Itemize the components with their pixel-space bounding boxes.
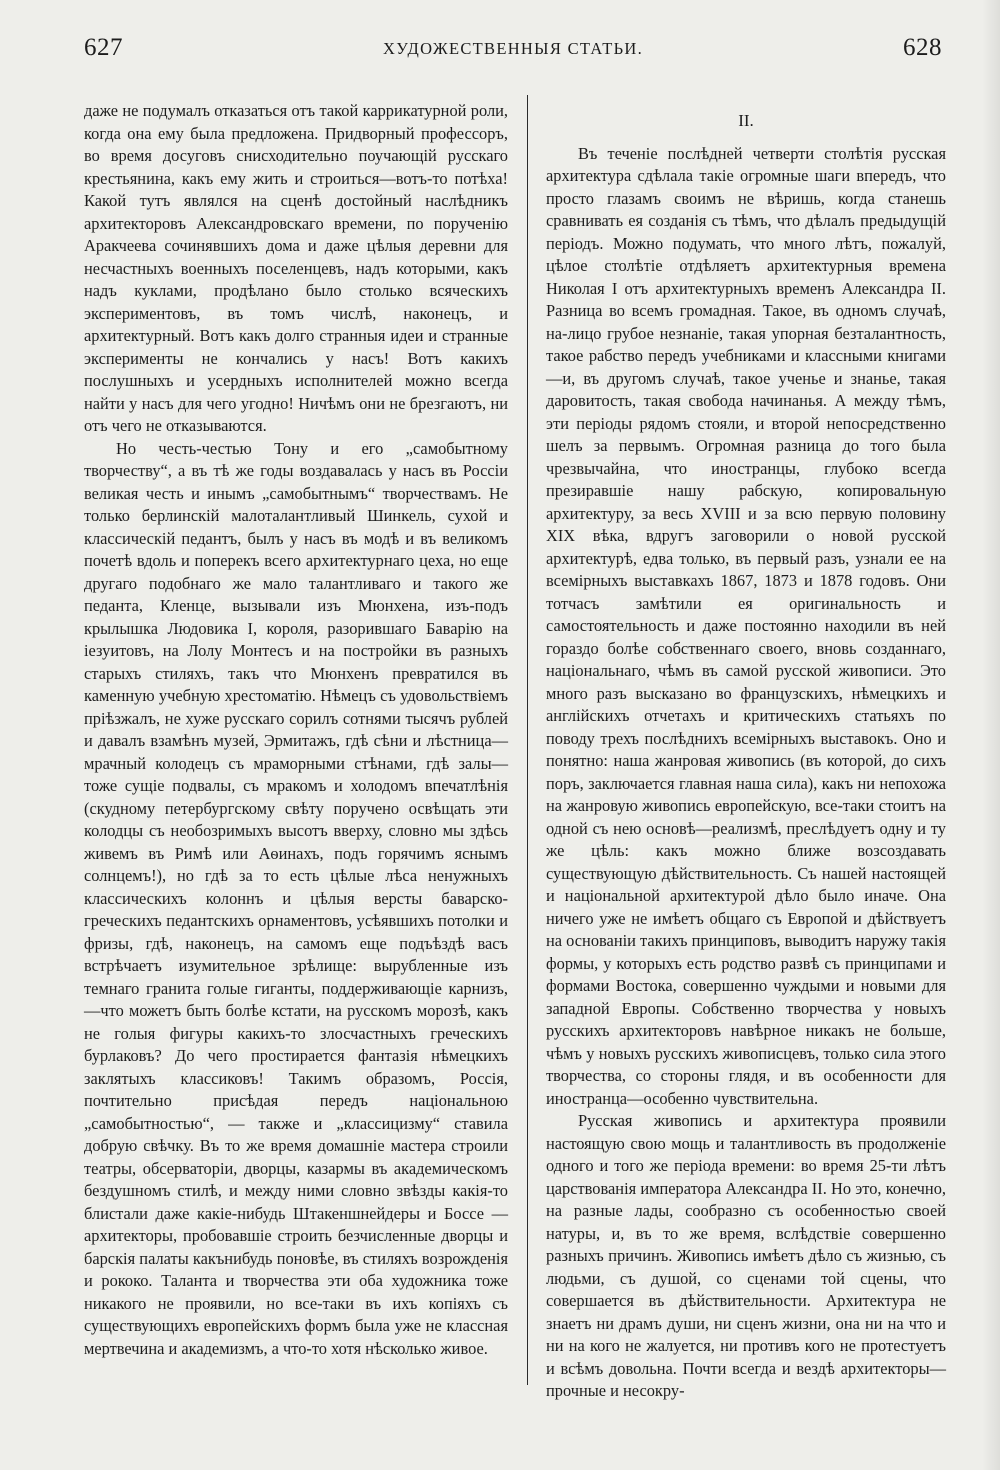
left-column <box>84 100 508 1360</box>
left-paragraph-2: Но честь-честью Тону и его „самобытному творчеству“, а въ тѣ же годы воздавалась у насъ въ Россіи великая честь и инымъ „самобытнымъ“ творчествамъ. Не только берлинскій малоталантливый Шинкель, сухой и классическій педантъ, былъ у насъ въ модѣ и въ великомъ почетѣ вдоль и поперекъ всего архитектурнаго цеха, но еще другаго подобнаго же мало талантливаго и такого же педанта, Кленце, вызывали изъ Мюнхена, изъ-подъ крылышка Людовика I, короля, разорившаго Баварію на іезуитовъ, на Лолу Монтесъ и на постройки въ разныхъ старыхъ стиляхъ, такъ что Мюнхенъ превратился въ каменную учебную хрестоматію. Нѣмецъ съ удовольствіемъ пріѣзжалъ, не хуже русскаго сорилъ сотнями тысячъ рублей и давалъ взамѣнъ музей, Эрмитажъ, гдѣ сѣни и лѣстница—мрачный колодецъ съ мраморными стѣнами, гдѣ залы—тоже сущіе подвалы, съ мракомъ и холодомъ впечатлѣнія (скудному петербургскому свѣту поручено освѣщать эти колодцы съ необозримыхъ высотъ вверху, словно мы здѣсь живемъ въ Римѣ или Аѳинахъ, подъ горячимъ яснымъ солнцемъ!), но гдѣ за то есть цѣлые лѣса ненужныхъ классическихъ колоннъ и цѣлыя версты баварско-греческихъ педантскихъ орнаментовъ, усѣявшихъ потолки и фризы, гдѣ, наконецъ, на самомъ еще подъѣздѣ васъ встрѣчаетъ изумительное зрѣлище: вырубленные изъ темнаго гранита голые гиганты, поддерживающіе карнизъ,—что можетъ быть болѣе кстати, на русскомъ морозѣ, какъ не голыя фигуры какихъ-то злосчастныхъ греческихъ бурлаковъ? До чего простирается фантазія нѣмецкихъ заклятыхъ классиковъ! Такимъ образомъ, Россія, почтительно присѣдая передъ національною „самобытностью“, — также и „классицизму“ ставила добрую свѣчку. Въ то же время домашніе мастера строили театры, обсерваторіи, дворцы, казармы въ академическомъ бездушномъ стилѣ, и между ними словно звѣзды какія-то блистали даже какіе-нибудь Штакеншнейдеры и Боссе — архитекторы, пробовавшіе строить безчисленные дворцы и барскія палаты какънибудь поновѣе, въ стиляхъ возрожденія и рококо. Таланта и творчества эти оба художника тоже никакого не проявили, но все-таки въ ихъ копіяхъ съ существующихъ европейскихъ формъ была уже не классная мертвечина и академизмъ, а что-то хотя нѣсколько живое. <box>84 438 508 1358</box>
running-title: ХУДОЖЕСТВЕННЫЯ СТАТЬИ. <box>383 39 643 58</box>
section-numeral: II. <box>738 111 754 130</box>
left-paragraph-1: даже не подумалъ отказаться отъ такой каррикатурной роли, когда она ему была предложена. Придворный профессоръ, во время досуговъ снисходительно поучающій русскаго крестьянина, какъ ему жить и строиться—вотъ-то потѣха! Какой тутъ являлся на сценѣ достойный наслѣдникъ архитекторовъ Александровскаго времени, по порученію Аракчеева сочинявшихъ дома и даже цѣлыя деревни для несчастныхъ военныхъ поселенцевъ, надъ которыми, какъ надъ куклами, продѣлано было столько всяческихъ экспериментовъ, въ томъ числѣ, наконецъ, и архитектурный. Вотъ какъ долго странныя идеи и странные эксперименты не кончались у насъ! Вотъ какихъ послушныхъ и усердныхъ исполнителей можно всегда найти у насъ для чего угодно! Ничѣмъ они не брезгаютъ, ни отъ чего не отказываются. <box>84 101 508 435</box>
page-number-right: 628 <box>903 34 942 61</box>
page-number-left: 627 <box>84 34 123 61</box>
right-paragraph-1: Въ теченіе послѣдней четверти столѣтія русская архитектура сдѣлала такіе огромные шаги впередъ, что просто глазамъ своимъ не вѣришь, когда станешь сравнивать ея созданія съ тѣмъ, что дѣлалъ предыдущій періодъ. Можно подумать, что много лѣтъ, пожалуй, цѣлое столѣтіе отдѣляетъ архитектурныя времена Николая I отъ архитектурныхъ временъ Александра II. Разница во всемъ громадная. Такое, въ одномъ случаѣ, на-лицо грубое незнаніе, такая упорная безталантность, такое рабство передъ учебниками и классными книгами—и, въ другомъ случаѣ, такое ученье и знанье, такая даровитость, такая свобода начинанья. А между тѣмъ, эти періоды рядомъ стояли, и второй непосредственно шелъ за первымъ. Огромная разница до того была чрезвычайна, что иностранцы, глубоко всегда презиравшіе нашу рабскую, копировальную архитектуру, за весь XVIII и за всю первую половину XIX вѣка, вдругъ заговорили о новой русской архитектурѣ, едва только, въ первый разъ, узнали ее на всемірныхъ выставкахъ 1867, 1873 и 1878 годовъ. Они тотчасъ замѣтили ея оригинальность и самостоятельность и даже постоянно находили въ ней гораздо болѣе собственнаго своего, вновь созданнаго, національнаго, чѣмъ въ самой русской живописи. Это много разъ высказано во французскихъ, нѣмецкихъ и англійскихъ отчетахъ и критическихъ статьяхъ по поводу трехъ послѣднихъ всемірныхъ выставокъ. Оно и понятно: наша жанровая живопись (въ которой, до сихъ поръ, заключается главная наша сила), какъ ни непохожа на жанровую живопись европейскую, все-таки стоитъ на одной съ нею основѣ—реализмѣ, преслѣдуетъ одну и ту же цѣль: какъ можно ближе возсоздавать существующую дѣйствительность. Съ нашей настоящей и національной архитектурой дѣло было иначе. Она ничего уже не имѣетъ общаго съ Европой и дѣйствуетъ на основаніи такихъ принциповъ, выводитъ наружу такія формы, у которыхъ есть родство развѣ съ принципами и формами Востока, совершенно чуждыми и новыми для западной Европы. Собственно творчества у новыхъ русскихъ архитекторовъ навѣрное никакъ не больше, чѣмъ у новыхъ русскихъ живописцевъ, только сила этого творчества, со стороны глядя, и въ особенности для иностранца—особенно чувствительна. <box>546 143 946 1108</box>
right-paragraph-2: Русская живопись и архитектура проявили настоящую свою мощь и талантливость въ продолженіе одного и того же періода времени: во время 25-ти лѣтъ царствованія императора Александра II. Но это, конечно, на разные лады, сообразно съ особенностью своей натуры, и, въ то же время, вслѣдствіе совершенно разныхъ причинъ. Живопись имѣетъ дѣло съ жизнью, съ людьми, съ душой, со сценами той сцены, что совершается въ дѣйствительности. Архитектура не знаетъ ни драмъ души, ни сценъ жизни, она ни на что и ни на кого не жалуется, ни противъ кого не протестуетъ и всѣмъ довольна. Почти всегда и вездѣ архитекторы—прочные и несокру- <box>546 1111 946 1400</box>
page-header <box>84 34 942 74</box>
right-column <box>546 100 946 1403</box>
page-edge-shadow <box>982 0 1000 1470</box>
column-divider <box>527 95 528 1385</box>
